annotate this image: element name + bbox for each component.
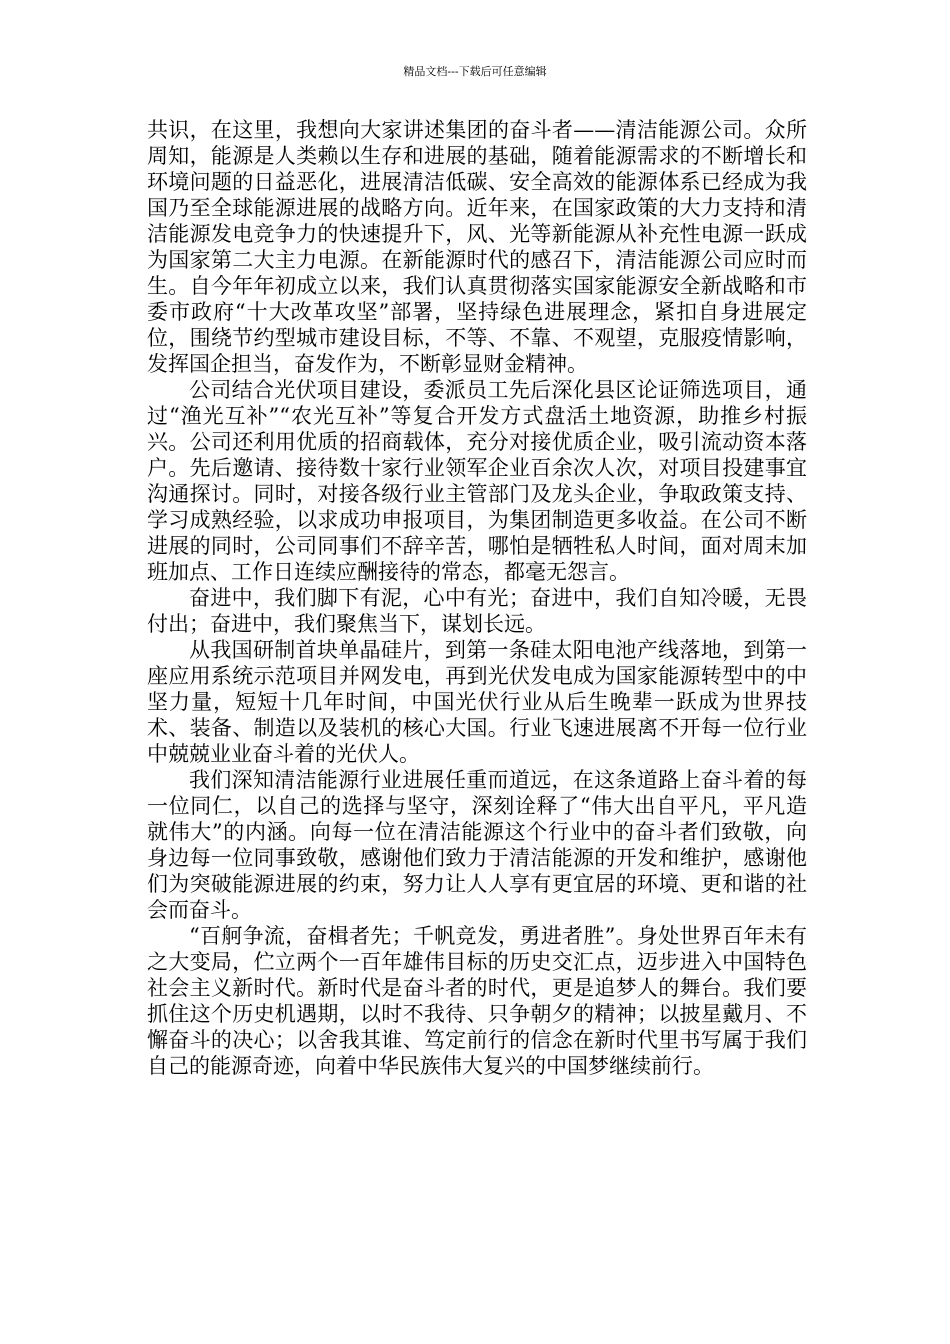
paragraph-3: 奋进中，我们脚下有泥，心中有光；奋进中，我们自知冷暖，无畏付出；奋进中，我们聚焦当下，谋划长远。: [147, 586, 807, 636]
paragraph-2: 公司结合光伏项目建设，委派员工先后深化县区论证筛选项目，通过“渔光互补”“农光互补”等复合开发方式盘活土地资源，助推乡村振兴。公司还利用优质的招商载体，充分对接优质企业，吸引流动资本落户。先后邀请、接待数十家行业领军企业百余次人次，对项目投建事宜沟通探讨。同时，对接各级行业主管部门及龙头企业，争取政策支持、学习成熟经验，以求成功申报项目，为集团制造更多收益。在公司不断进展的同时，公司同事们不辞辛苦，哪怕是牺牲私人时间，面对周末加班加点、工作日连续应酬接待的常态，都毫无怨言。: [147, 378, 807, 584]
paragraph-1: 共识，在这里，我想向大家讲述集团的奋斗者——清洁能源公司。众所周知，能源是人类赖以生存和进展的基础，随着能源需求的不断增长和环境问题的日益恶化，进展清洁低碳、安全高效的能源体系已经成为我国乃至全球能源进展的战略方向。近年来，在国家政策的大力支持和清洁能源发电竞争力的快速提升下，风、光等新能源从补充性电源一跃成为国家第二大主力电源。在新能源时代的感召下，清洁能源公司应时而生。自今年年初成立以来，我们认真贯彻落实国家能源安全新战略和市委市政府“十大改革攻坚”部署，坚持绿色进展理念，紧扣自身进展定位，围绕节约型城市建设目标，不等、不靠、不观望，克服疫情影响，发挥国企担当，奋发作为，不断彰显财金精神。: [147, 118, 807, 376]
paragraph-6: “百舸争流，奋楫者先；千帆竞发，勇进者胜”。身处世界百年未有之大变局，伫立两个一百年雄伟目标的历史交汇点，迈步进入中国特色社会主义新时代。新时代是奋斗者的时代，更是追梦人的舞台。我们要抓住这个历史机遇期，以时不我待、只争朝夕的精神；以披星戴月、不懈奋斗的决心；以舍我其谁、笃定前行的信念在新时代里书写属于我们自己的能源奇迹，向着中华民族伟大复兴的中国梦继续前行。: [147, 924, 807, 1078]
paragraph-5: 我们深知清洁能源行业进展任重而道远，在这条道路上奋斗着的每一位同仁，以自己的选择与坚守，深刻诠释了“伟大出自平凡，平凡造就伟大”的内涵。向每一位在清洁能源这个行业中的奋斗者们致敬，向身边每一位同事致敬，感谢他们致力于清洁能源的开发和维护，感谢他们为突破能源进展的约束，努力让人人享有更宜居的环境、更和谐的社会而奋斗。: [147, 768, 807, 922]
paragraph-4: 从我国研制首块单晶硅片，到第一条硅太阳电池产线落地，到第一座应用系统示范项目并网发电，再到光伏发电成为国家能源转型中的中坚力量，短短十几年时间，中国光伏行业从后生晚辈一跃成为世界技术、装备、制造以及装机的核心大国。行业飞速进展离不开每一位行业中兢兢业业奋斗着的光伏人。: [147, 638, 807, 766]
document-body: [147, 117, 807, 1079]
page-header: 精品文档---下载后可任意编辑: [403, 65, 547, 78]
